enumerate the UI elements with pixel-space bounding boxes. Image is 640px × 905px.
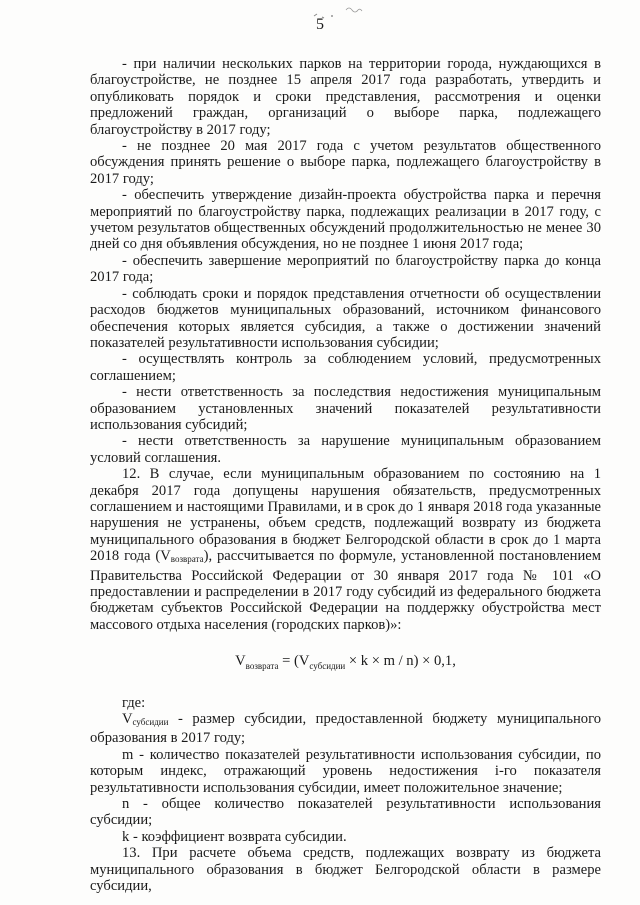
page-number: 5 bbox=[316, 16, 324, 33]
definition-n: n - общее количество показателей результативности использования субсидии; bbox=[90, 795, 601, 829]
paragraph-12 bbox=[90, 466, 601, 633]
definition-symbol: V bbox=[122, 710, 133, 727]
formula-lhs: V bbox=[235, 653, 246, 670]
list-item: - осуществлять контроль за соблюдением условий, предусмотренных соглашением; bbox=[90, 351, 601, 384]
list-item: - при наличии нескольких парков на территории города, нуждающихся в благоустройстве, не позднее 15 апреля 2017 года разработать, утвердить и опубликовать порядок и сроки представления, рассмотрения и оценки предложений граждан, организаций о выборе парка, подлежащего благоустройству в 2017 году; bbox=[90, 56, 601, 138]
paragraph-13: 13. При расчете объема средств, подлежащих возврату из бюджета муниципального образования в бюджет Белгородской области в размере субсидии, bbox=[90, 845, 601, 894]
definition-text: - размер субсидии, предоставленной бюджету муниципального образования в 2017 году; bbox=[90, 710, 601, 747]
definition-v bbox=[90, 711, 601, 747]
formula-rhs-sub: субсидии bbox=[309, 661, 346, 672]
list-item: - нести ответственность за нарушение муниципальным образованием условий соглашения. bbox=[90, 433, 601, 466]
list-item: - обеспечить завершение мероприятий по благоустройству парка до конца 2017 года; bbox=[90, 252, 601, 286]
list-item: - не позднее 20 мая 2017 года с учетом результатов общественного обсуждения принять решение о выборе парка, подлежащего благоустройству в 2017 году; bbox=[90, 138, 601, 187]
where-label: где: bbox=[122, 694, 146, 711]
paragraph-12-part1: 12. В случае, если муниципальным образованием по состоянию на 1 декабря 2017 года допущены нарушения обязательств, предусмотренных соглашением и настоящими Правилами, и в срок до 1 января 2018 года указанные нарушения не устранены, объем средств, подлежащий возврату из бюджета муниципального образования в бюджет Белгородской области в срок до 1 марта 2018 года (V bbox=[90, 466, 601, 565]
list-item: - соблюдать сроки и порядок представления отчетности об осуществлении расходов бюджетов муниципальных образований, источником финансового обеспечения которых является субсидия, а также о достижении значений показателей результативности использования субсидии; bbox=[90, 285, 601, 351]
list-item: - обеспечить утверждение дизайн-проекта обустройства парка и перечня мероприятий по благоустройству парка, подлежащих реализации в 2017 году, с учетом результатов общественных обсуждений продолжительностью не менее 30 дней со дня объявления обсуждения, но не позднее 1 июня 2017 года; bbox=[90, 187, 601, 253]
formula bbox=[90, 653, 601, 674]
definition-k: k - коэффициент возврата субсидии. bbox=[122, 828, 347, 845]
definition-m: m - количество показателей результативности использования субсидии, по которым индекс, отражающий уровень недостижения i-го показателя результативности использования субсидии, имеет положительное значение; bbox=[90, 746, 601, 796]
paragraph-12-subscript: возврата bbox=[170, 554, 204, 565]
definition-symbol-sub: субсидии bbox=[132, 716, 169, 727]
list-item: - нести ответственность за последствия недостижения муниципальным образованием установленных значений показателей результативности использования субсидий; bbox=[90, 384, 601, 433]
paragraph-12-part2: ), рассчитывается по формуле, установленной постановлением Правительства Российской Федерации от 30 января 2017 года № 101 «О предоставлении и распределении в 2017 году субсидий из федерального бюджета бюджетам субъектов Российской Федерации на поддержку обустройства мест массового отдыха населения (городских парков)»: bbox=[90, 548, 601, 633]
document-body bbox=[90, 56, 601, 894]
formula-eq: = (V bbox=[278, 653, 310, 670]
formula-lhs-sub: возврата bbox=[245, 661, 279, 672]
formula-rest: × k × m / n) × 0,1, bbox=[345, 653, 456, 670]
